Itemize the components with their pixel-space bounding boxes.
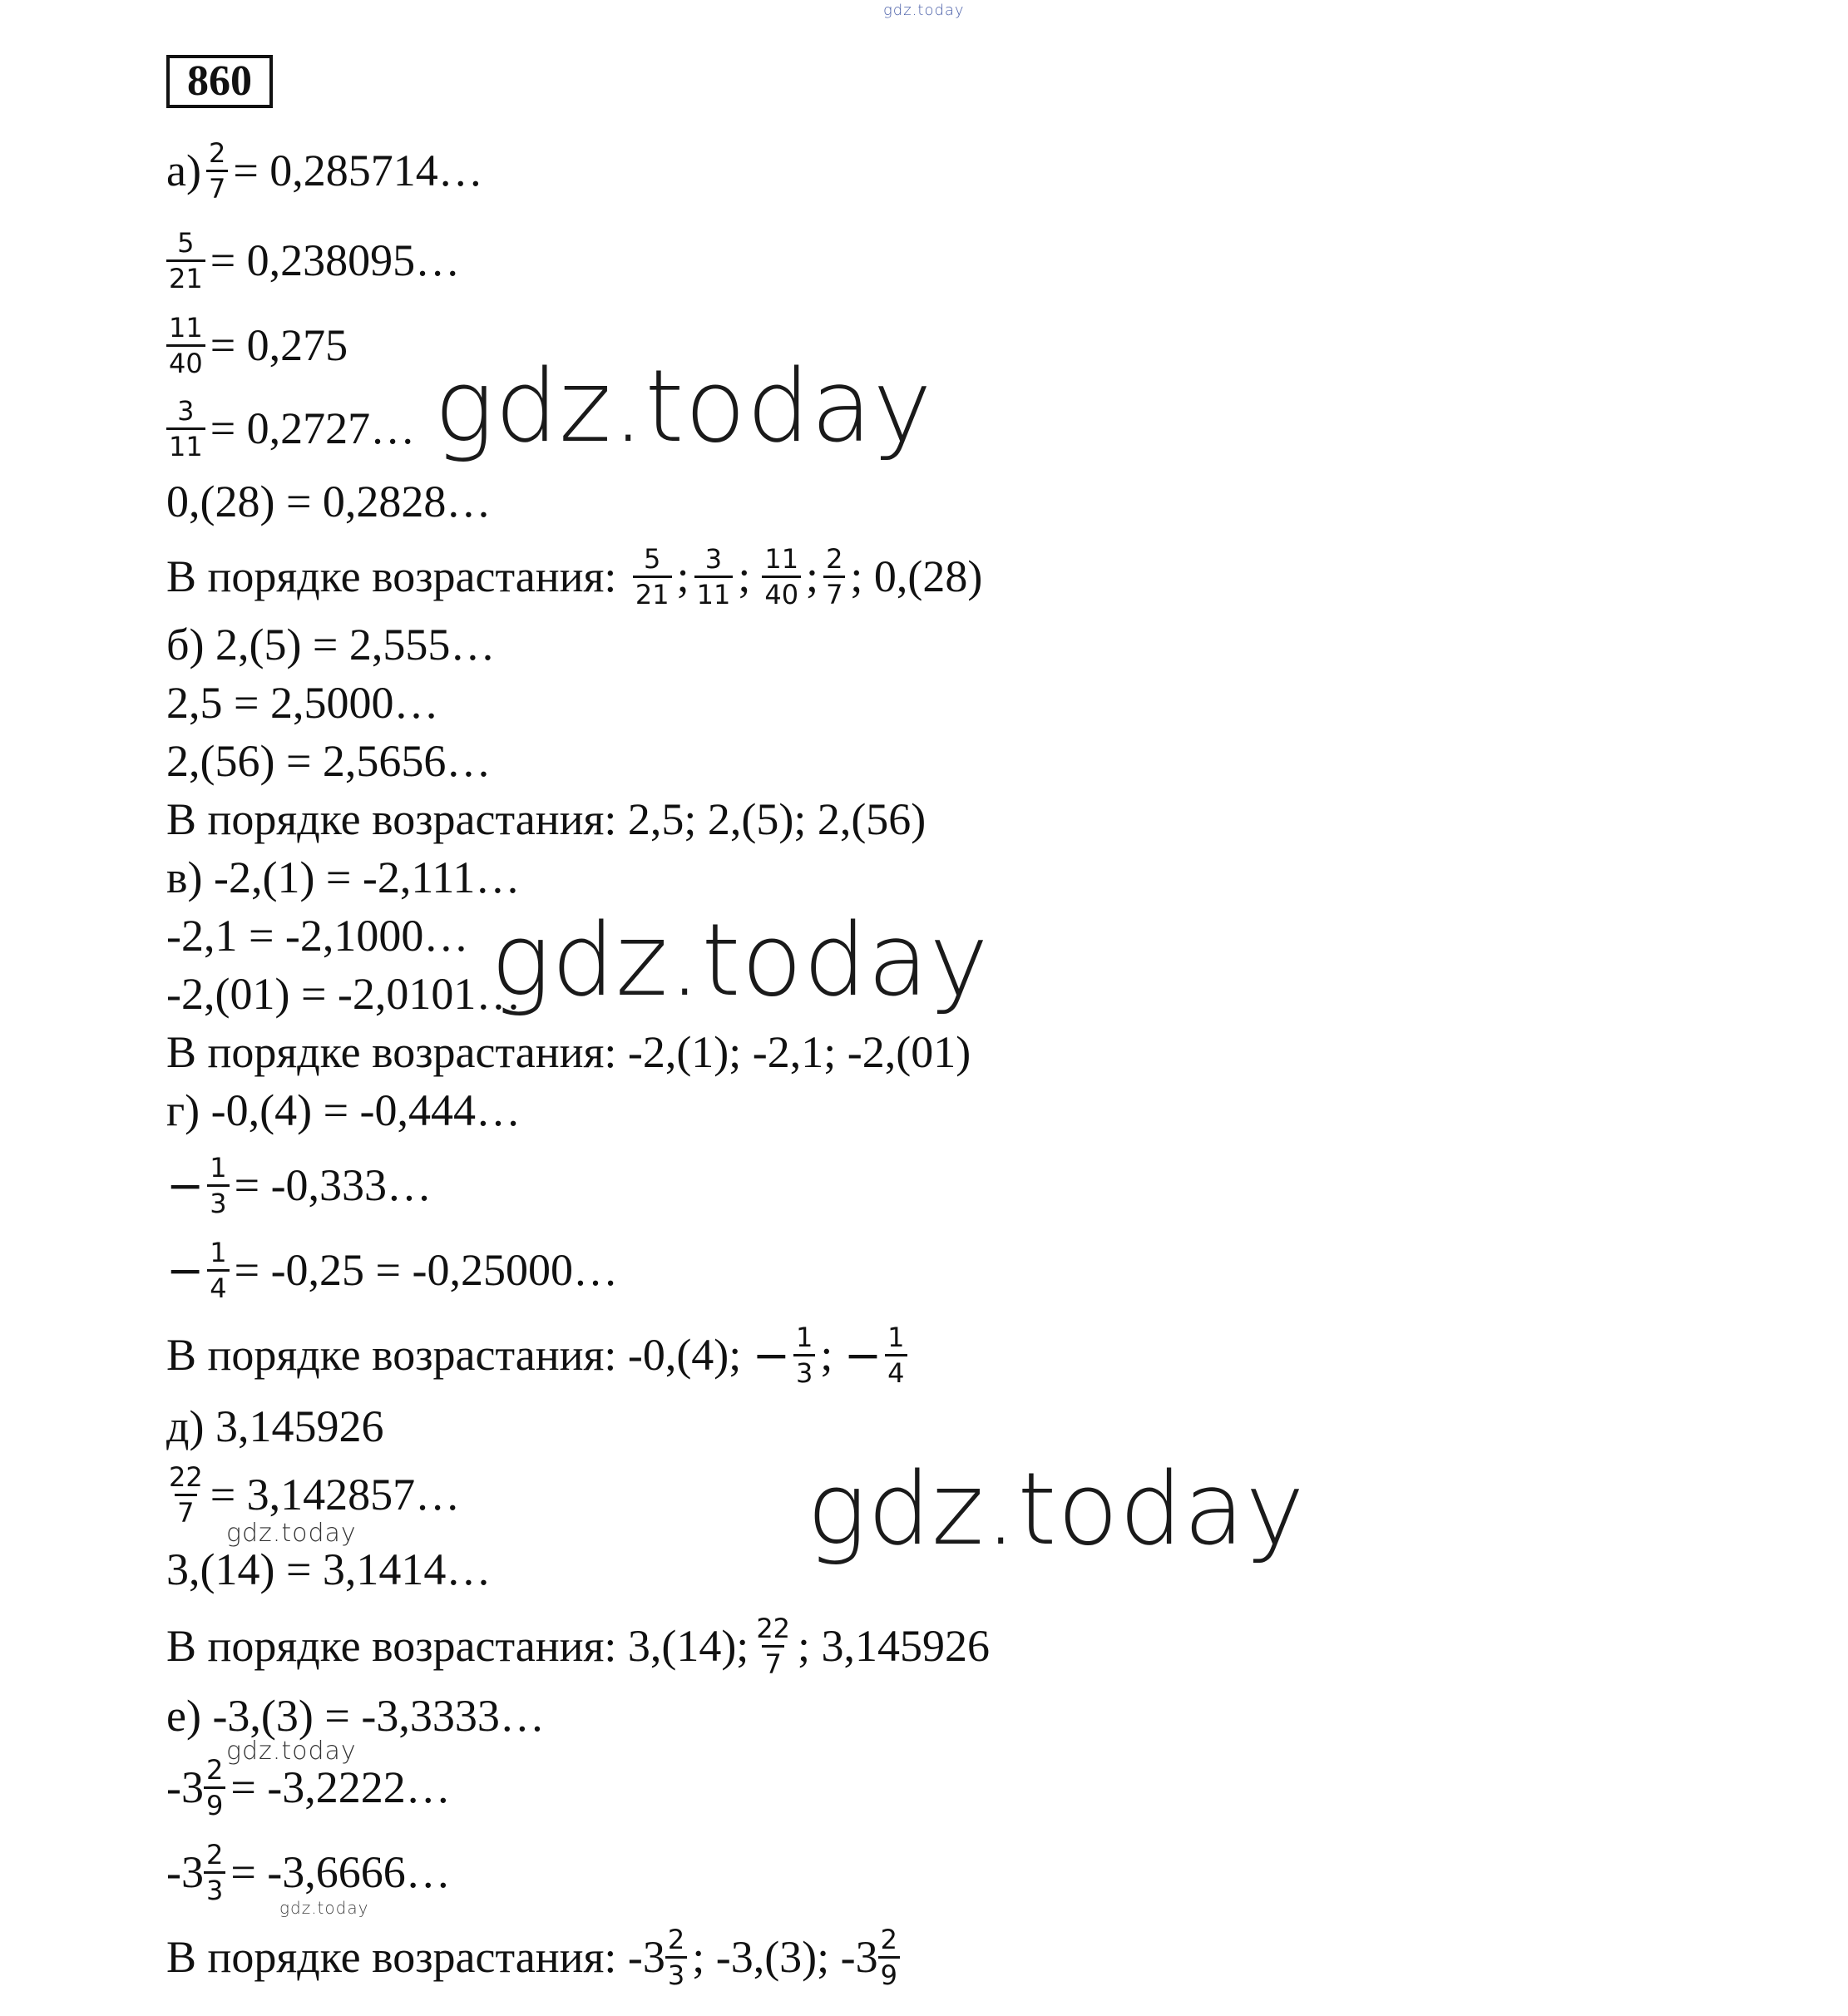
watermark-tiny: gdz.today xyxy=(279,1898,369,1918)
fraction: $\frac{1}{3}$ xyxy=(793,1324,815,1386)
line-v-3: -2,(01) = -2,0101… xyxy=(166,969,521,1019)
line-a-5: 0,(28) = 0,2828… xyxy=(166,477,492,526)
fraction: $\frac{11}{40}$ xyxy=(762,546,801,608)
label-a: а) xyxy=(166,146,201,195)
watermark-small: gdz.today xyxy=(226,1519,357,1548)
top-watermark: gdz.today xyxy=(883,2,965,19)
fraction: $\frac{2}{3}$ xyxy=(665,1926,687,1989)
order-v: В порядке возрастания: -2,(1); -2,1; -2,(01) xyxy=(166,1027,971,1077)
watermark-small: gdz.today xyxy=(226,1737,357,1766)
order-d: В порядке возрастания: 3,(14); $\frac{22}{7}$ ; 3,145926 xyxy=(166,1612,991,1680)
line-e-1: е) -3,(3) = -3,3333… xyxy=(166,1691,545,1741)
line-b-2: 2,5 = 2,5000… xyxy=(166,678,439,728)
fraction: $\frac{11}{40}$ xyxy=(166,314,205,377)
fraction: $\frac{2}{9}$ xyxy=(878,1926,900,1989)
fraction: $\frac{22}{7}$ xyxy=(756,1612,791,1680)
line-e-3: -3 $\frac{2}{3}$ = -3,6666… xyxy=(166,1838,451,1906)
fraction: $\frac{5}{21}$ xyxy=(633,546,672,608)
line-g-3: − $\frac{1}{4}$ = -0,25 = -0,25000… xyxy=(166,1236,618,1304)
line-v-2: -2,1 = -2,1000… xyxy=(166,911,469,961)
fraction: $\frac{2}{7}$ xyxy=(823,546,845,608)
fraction: $\frac{3}{11}$ xyxy=(166,398,205,460)
fraction: $\frac{5}{21}$ xyxy=(166,230,205,292)
order-g: В порядке возрастания: -0,(4); − $\frac{1}{3}$ ; − $\frac{1}{4}$ xyxy=(166,1309,912,1401)
problem-number: 860 xyxy=(166,55,273,108)
fraction: $\frac{1}{4}$ xyxy=(885,1324,907,1386)
line-d-3: 3,(14) = 3,1414… xyxy=(166,1544,492,1594)
line-b-1: б) 2,(5) = 2,555… xyxy=(166,620,496,670)
line-g-1: г) -0,(4) = -0,444… xyxy=(166,1085,521,1135)
line-g-2: − $\frac{1}{3}$ = -0,333… xyxy=(166,1151,432,1219)
line-a-3: $\frac{11}{40}$ = 0,275 xyxy=(166,299,348,391)
fraction: $\frac{3}{11}$ xyxy=(694,546,734,608)
line-a-2: $\frac{5}{21}$ = 0,238095… xyxy=(166,215,460,306)
watermark-large: gdz.today xyxy=(434,349,933,465)
fraction: $\frac{2}{9}$ xyxy=(204,1757,225,1819)
order-b: В порядке возрастания: 2,5; 2,(5); 2,(56) xyxy=(166,794,926,844)
order-a: В порядке возрастания: $\frac{5}{21}$ ; $\frac{3}{11}$ ; $\frac{11}{40}$ ; $\frac{2}{7}$ ; 0,(28) xyxy=(166,542,983,610)
fraction: $\frac{1}{4}$ xyxy=(207,1239,229,1302)
fraction: $\frac{2}{7}$ xyxy=(206,140,228,202)
line-e-2: -3 $\frac{2}{9}$ = -3,2222… xyxy=(166,1753,451,1821)
watermark-large: gdz.today xyxy=(491,903,990,1019)
fraction: $\frac{22}{7}$ xyxy=(169,1460,203,1529)
order-e: В порядке возрастания: -3 $\frac{2}{3}$ ; -3,(3); -3 $\frac{2}{9}$ xyxy=(166,1911,905,2003)
line-d-2: $\frac{22}{7}$ = 3,142857… xyxy=(166,1449,460,1540)
line-v-1: в) -2,(1) = -2,111… xyxy=(166,852,521,902)
line-d-1: д) 3,145926 xyxy=(166,1401,384,1451)
line-a-1: а) $\frac{2}{7}$ = 0,285714… xyxy=(166,136,483,205)
watermark-large: gdz.today xyxy=(807,1452,1306,1568)
line-b-3: 2,(56) = 2,5656… xyxy=(166,736,492,786)
fraction: $\frac{1}{3}$ xyxy=(207,1154,229,1217)
fraction: $\frac{2}{3}$ xyxy=(204,1841,225,1904)
line-a-4: $\frac{3}{11}$ = 0,2727… xyxy=(166,383,415,474)
